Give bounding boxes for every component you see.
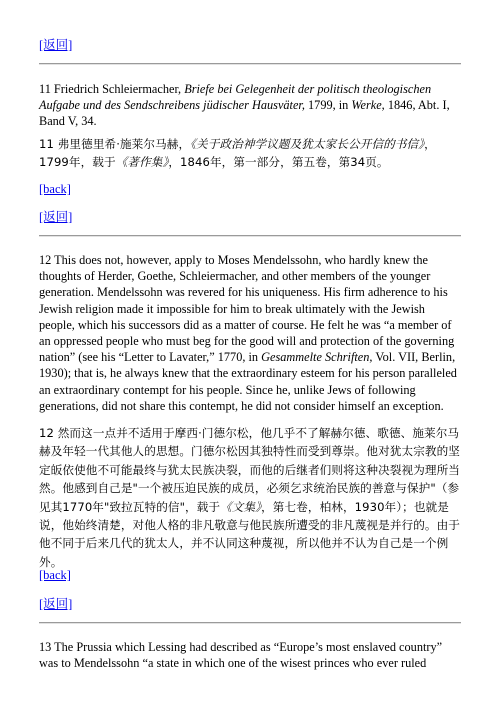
footnote-12-chinese: 12 然而这一点并不适用于摩西·门德尔松，他几乎不了解赫尔德、歌德、施莱尔马赫及年轻一代其他人的思想。门德尔松因其独特性而受到尊崇。他对犹太宗教的坚定皈依使他不可能最终与犹太民族决裂，而他的后继者们则将这种决裂视为理所当然。他感到自己是"一个被压迫民族的成员，必须乞求统治民族的善意与保护"（参见其1770年"致拉瓦特的信"，载于《文集》，第七卷，柏林，1930年）；也就是说，他始终清楚，对他人格的非凡敬意与他民族所遭受的非凡蔑视是并行的。由于他不同于后来几代的犹太人，并不认同这种蔑视，所以他并不认为自己是一个例外。 xyxy=(39,426,460,569)
footnote-13-english: 13 The Prussia which Lessing had described as “Europe’s most enslaved country” was to Mendelssohn “a state in which one of the wisest princes who ever ruled xyxy=(39,640,443,671)
back-link[interactable]: [back] xyxy=(39,182,71,196)
return-link[interactable]: [返回] xyxy=(39,597,73,611)
footnote-11-english: 11 Friedrich Schleiermacher, Briefe bei Gelegenheit der politisch theologischen Aufgabe und des Sendschreibens jüdischer Hausväter, 1799, in Werke, 1846, Abt. I, Band V, 34. xyxy=(39,82,450,129)
footnote-11-chinese: 11 弗里德里希·施莱尔马赫，《关于政治神学议题及犹太家长公开信的书信》，1799年，载于《著作集》，1846年，第一部分，第五卷，第34页。 xyxy=(39,137,436,170)
return-link[interactable]: [返回] xyxy=(39,210,73,224)
return-link[interactable]: [返回] xyxy=(39,38,73,52)
divider xyxy=(39,235,461,237)
divider xyxy=(39,63,461,65)
back-link[interactable]: [back] xyxy=(39,568,71,582)
footnote-12-english: 12 This does not, however, apply to Moses Mendelssohn, who hardly knew the thoughts of Herder, Goethe, Schleiermacher, and other members of the younger generation. Mendelssohn was revered for his uniqueness. His firm adherence to his Jewish religion made it impossible for him to break ultimately with the Jewish people, which his successors did as a matter of course. He felt he was “a member of an oppressed people who must beg for the good will and protection of the governing nation” (see his “Letter to Lavater,” 1770, in Gesammelte Schriften, Vol. VII, Berlin, 1930); that is, he always knew that the extraordinary esteem for his person paralleled an extraordinary contempt for his people. Since he, unlike Jews of following generations, did not share this contempt, he did not consider himself an exception. xyxy=(39,253,457,413)
divider xyxy=(39,622,461,624)
